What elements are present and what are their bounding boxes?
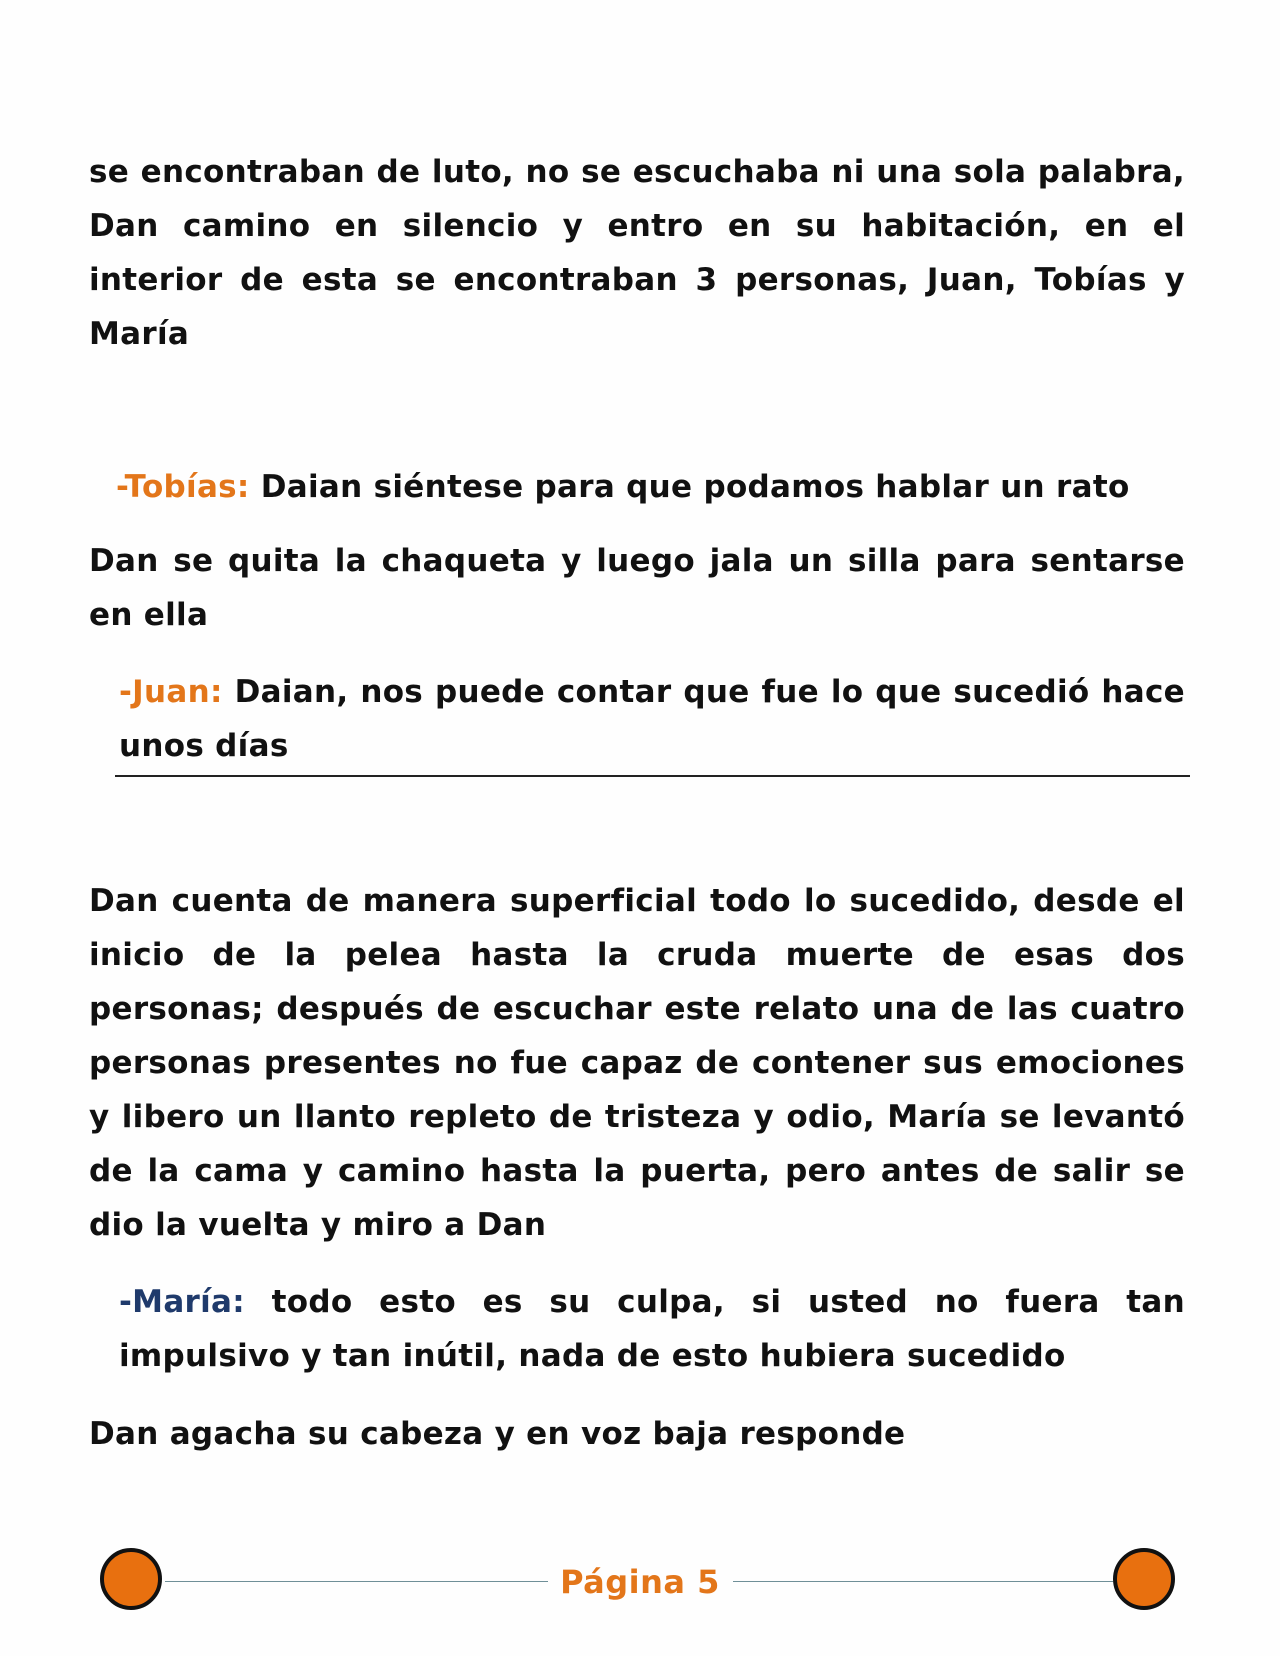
paragraph-intro: se encontraban de luto, no se escuchaba ni una sola palabra, Dan camino en silencio y entro en su habitación, en el interior de esta se encontraban 3 personas, Juan, Tobías y María: [89, 154, 1185, 352]
footer-left-circle: [100, 1548, 162, 1610]
paragraph-responde: Dan agacha su cabeza y en voz baja responde: [89, 1416, 906, 1452]
speaker-maria: -María:: [119, 1284, 245, 1320]
dialogue-juan: [119, 665, 1185, 773]
dialogue-tobias: [116, 460, 1196, 514]
section-divider: [115, 775, 1190, 777]
dialogue-maria-text: todo esto es su culpa, si usted no fuera tan impulsivo y tan inútil, nada de esto hubiera sucedido: [119, 1284, 1186, 1374]
paragraph-chaqueta: Dan se quita la chaqueta y luego jala un silla para sentarse en ella: [89, 543, 1185, 633]
footer-left-line: [165, 1581, 548, 1582]
footer-right-line: [733, 1581, 1113, 1582]
page-number: Página 5: [560, 1563, 720, 1601]
paragraph-relato: Dan cuenta de manera superficial todo lo sucedido, desde el inicio de la pelea hasta la cruda muerte de esas dos personas; después de escuchar este relato una de las cuatro personas presentes no fue capaz de contener sus emociones y libero un llanto repleto de tristeza y odio, María se levantó de la cama y camino hasta la puerta, pero antes de salir se dio la vuelta y miro a Dan: [89, 883, 1185, 1243]
dialogue-juan-text: Daian, nos puede contar que fue lo que sucedió hace unos días: [119, 674, 1186, 764]
dialogue-maria: [119, 1275, 1185, 1383]
speaker-juan: -Juan:: [119, 674, 223, 710]
speaker-tobias: -Tobías:: [116, 469, 250, 505]
dialogue-tobias-text: Daian siéntese para que podamos hablar un rato: [260, 469, 1130, 505]
footer-right-circle: [1113, 1548, 1175, 1610]
